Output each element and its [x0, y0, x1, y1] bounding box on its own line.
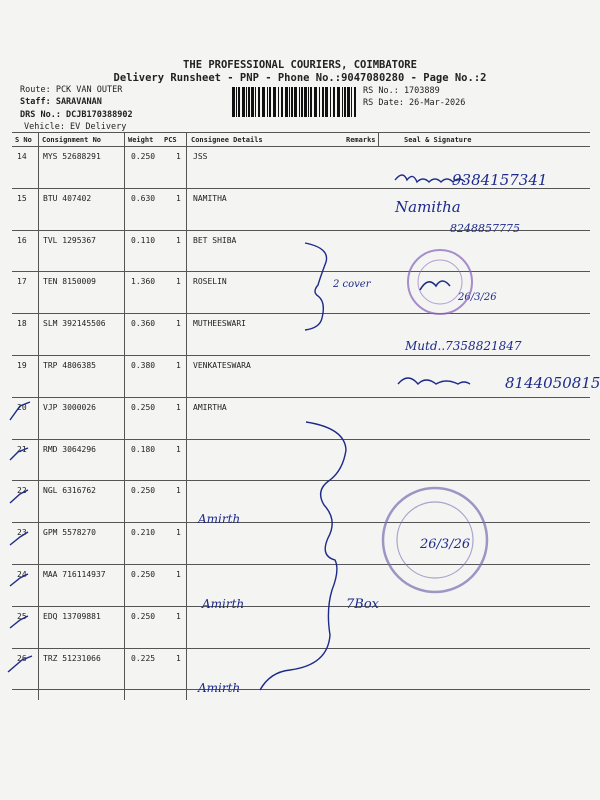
- row-consignment-no: GPM 5578270: [43, 528, 96, 538]
- row-pcs: 1: [176, 402, 181, 412]
- row-pcs: 1: [176, 528, 181, 538]
- handwritten-phone-19: 8144050815: [505, 374, 600, 392]
- row-consignment-no: NGL 6316762: [43, 486, 96, 496]
- col-seal-signature: Seal & Signature: [404, 136, 472, 144]
- row-pcs: 1: [176, 653, 181, 663]
- handwritten-remark-24: 7Box: [346, 597, 379, 612]
- row-consignee: NAMITHA: [193, 193, 227, 203]
- row-pcs: 1: [176, 235, 181, 245]
- drs-number: DRS No.: DCJB170388902: [20, 110, 133, 120]
- row-weight: 0.250: [131, 611, 156, 621]
- row-weight: 0.630: [131, 193, 156, 203]
- row-sno: 21: [17, 444, 27, 454]
- row-pcs: 1: [176, 444, 181, 454]
- row-consignment-no: TEN 8150009: [43, 277, 96, 287]
- row-pcs: 1: [176, 361, 181, 370]
- row-consignee: ROSELIN: [193, 277, 227, 287]
- row-consignment-no: TRZ 51231066: [43, 653, 101, 663]
- row-sno: 20: [17, 402, 27, 412]
- col-weight: Weight: [128, 136, 154, 144]
- handwritten-date-17: 26/3/26: [458, 292, 497, 303]
- seal-stamp-icon: [408, 250, 472, 314]
- handwritten-phone-15: 8248857775: [450, 222, 520, 235]
- row-consignment-no: BTU 407402: [43, 193, 92, 203]
- row-sno: 26: [17, 653, 27, 663]
- row-pcs: 1: [176, 193, 181, 203]
- row-consignment-no: EDQ 13709881: [43, 611, 101, 621]
- col-consignment: Consignment No: [42, 136, 102, 144]
- row-consignee: MUTHEESWARI: [193, 319, 246, 329]
- row-sno: 25: [17, 611, 27, 621]
- row-sno: 17: [17, 277, 27, 287]
- col-consignee: Consignee Details: [191, 136, 263, 144]
- row-weight: 0.250: [131, 570, 156, 579]
- vehicle-label: Vehicle: EV Delivery: [24, 122, 127, 132]
- handwritten-signature-15: Namitha: [395, 198, 461, 216]
- row-consignment-no: MYS 52688291: [43, 152, 101, 161]
- row-weight: 0.180: [131, 444, 156, 454]
- row-pcs: 1: [176, 611, 181, 621]
- row-sno: 15: [17, 193, 27, 203]
- row-consignee: AMIRTHA: [193, 402, 227, 412]
- col-pcs: PCS: [164, 136, 177, 144]
- row-pcs: 1: [176, 570, 181, 579]
- row-sno: 18: [17, 319, 27, 329]
- row-weight: 0.225: [131, 653, 156, 663]
- rs-date: RS Date: 26-Mar-2026: [363, 98, 466, 108]
- row-sno: 23: [17, 528, 27, 538]
- row-sno: 24: [17, 570, 27, 579]
- row-consignee: BET SHIBA: [193, 235, 237, 245]
- handwritten-signature-26: Amirth: [198, 681, 241, 695]
- row-sno: 19: [17, 361, 27, 370]
- row-pcs: 1: [176, 486, 181, 496]
- row-weight: 0.110: [131, 235, 156, 245]
- row-weight: 0.210: [131, 528, 156, 538]
- row-sno: 16: [17, 235, 27, 245]
- row-consignment-no: VJP 3000026: [43, 402, 96, 412]
- col-sno: S No: [15, 136, 32, 144]
- row-consignment-no: TVL 1295367: [43, 235, 96, 245]
- seal-stamp-icon: [383, 488, 487, 592]
- row-weight: 0.380: [131, 361, 156, 370]
- handwritten-signature-22: Amirth: [198, 512, 241, 526]
- stamp-date: 26/3/26: [420, 537, 471, 552]
- row-weight: 0.360: [131, 319, 156, 329]
- handwritten-phone-14: 9384157341: [452, 171, 548, 189]
- col-remarks: Remarks: [346, 136, 376, 144]
- runsheet-subtitle: Delivery Runsheet - PNP - Phone No.:9047080280 - Page No.:2: [113, 72, 487, 84]
- rs-number: RS No.: 1703889: [363, 86, 440, 96]
- row-sno: 22: [17, 486, 27, 496]
- handwritten-signature-18: Mutd..7358821847: [405, 339, 522, 353]
- staff-label: Staff: SARAVANAN: [20, 97, 102, 107]
- row-consignment-no: TRP 4806385: [43, 361, 96, 370]
- row-weight: 1.360: [131, 277, 156, 287]
- row-consignee: JSS: [193, 152, 208, 161]
- row-weight: 0.250: [131, 486, 156, 496]
- row-weight: 0.250: [131, 402, 156, 412]
- row-consignment-no: MAA 716114937: [43, 570, 106, 579]
- row-weight: 0.250: [131, 152, 156, 161]
- row-pcs: 1: [176, 152, 181, 161]
- row-consignee: VENKATESWARA: [193, 361, 251, 370]
- handwritten-signature-24: Amirth: [202, 597, 245, 611]
- row-consignment-no: SLM 392145506: [43, 319, 106, 329]
- row-pcs: 1: [176, 319, 181, 329]
- company-name: THE PROFESSIONAL COURIERS, COIMBATORE: [183, 59, 417, 71]
- row-consignment-no: RMD 3064296: [43, 444, 96, 454]
- row-sno: 14: [17, 152, 27, 161]
- route-label: Route: PCK VAN OUTER: [20, 85, 123, 95]
- handwritten-remark-17: 2 cover: [333, 279, 371, 290]
- row-pcs: 1: [176, 277, 181, 287]
